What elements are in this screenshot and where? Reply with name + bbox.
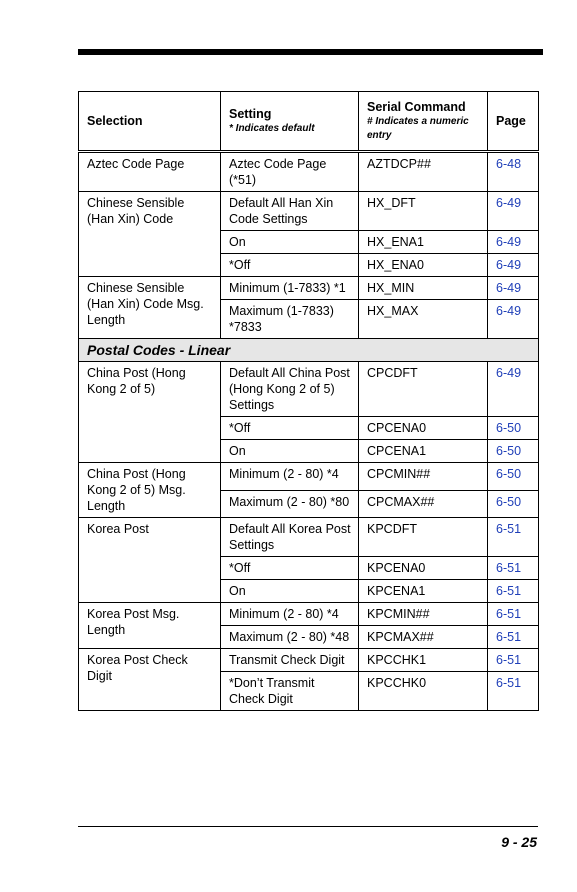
selection-cell: Chinese Sensible (Han Xin) Code: [79, 192, 221, 277]
setting-cell: Minimum (2 - 80) *4: [221, 463, 359, 491]
command-cell: KPCENA1: [359, 580, 488, 603]
command-cell: CPCENA1: [359, 440, 488, 463]
command-cell: HX_MAX: [359, 300, 488, 339]
command-cell: AZTDCP##: [359, 152, 488, 192]
section-row: [79, 339, 539, 362]
header-setting-note: * Indicates default: [229, 123, 315, 134]
page-cell: [488, 231, 539, 254]
page-link[interactable]: 6-50: [496, 421, 522, 435]
setting-cell: Minimum (2 - 80) *4: [221, 603, 359, 626]
header-serial-note: # Indicates a numeric entry: [367, 116, 469, 141]
command-cell: KPCDFT: [359, 518, 488, 557]
command-cell: CPCENA0: [359, 417, 488, 440]
command-cell: HX_ENA0: [359, 254, 488, 277]
selection-cell: Korea Post Msg. Length: [79, 603, 221, 649]
page-cell: [488, 490, 539, 518]
page-cell: [488, 362, 539, 417]
setting-cell: Maximum (2 - 80) *80: [221, 490, 359, 518]
table-header-row: [79, 92, 539, 152]
table-row: [79, 463, 539, 491]
command-cell: HX_ENA1: [359, 231, 488, 254]
setting-cell: Default All Korea Post Settings: [221, 518, 359, 557]
page-link[interactable]: 6-51: [496, 676, 522, 690]
table-row: [79, 152, 539, 192]
section-title: Postal Codes - Linear: [79, 339, 539, 362]
command-cell: KPCMIN##: [359, 603, 488, 626]
page-link[interactable]: 6-50: [496, 467, 522, 481]
page-cell: [488, 672, 539, 711]
setting-cell: Maximum (2 - 80) *48: [221, 626, 359, 649]
page-link[interactable]: 6-49: [496, 258, 522, 272]
header-page: Page: [488, 92, 539, 152]
page-cell: [488, 254, 539, 277]
page-number: 9 - 25: [501, 834, 537, 850]
page-link[interactable]: 6-51: [496, 607, 522, 621]
page-link[interactable]: 6-51: [496, 522, 522, 536]
command-cell: CPCMAX##: [359, 490, 488, 518]
command-cell: CPCMIN##: [359, 463, 488, 491]
header-setting: [221, 92, 359, 152]
command-cell: HX_MIN: [359, 277, 488, 300]
page-link[interactable]: 6-49: [496, 304, 522, 318]
page-cell: [488, 463, 539, 491]
page-cell: [488, 649, 539, 672]
page-cell: [488, 580, 539, 603]
command-cell: HX_DFT: [359, 192, 488, 231]
page-link[interactable]: 6-51: [496, 584, 522, 598]
selection-cell: Aztec Code Page: [79, 152, 221, 192]
page-link[interactable]: 6-50: [496, 444, 522, 458]
setting-cell: On: [221, 580, 359, 603]
setting-cell: *Off: [221, 254, 359, 277]
setting-cell: Transmit Check Digit: [221, 649, 359, 672]
header-serial: [359, 92, 488, 152]
command-cell: KPCCHK1: [359, 649, 488, 672]
table-row: [79, 277, 539, 300]
page-cell: [488, 300, 539, 339]
setting-cell: Aztec Code Page (*51): [221, 152, 359, 192]
table-row: [79, 518, 539, 557]
page-cell: [488, 440, 539, 463]
selection-cell: Korea Post: [79, 518, 221, 603]
table-row: [79, 603, 539, 626]
page-cell: [488, 626, 539, 649]
header-selection: Selection: [79, 92, 221, 152]
page-cell: [488, 557, 539, 580]
setting-cell: *Off: [221, 417, 359, 440]
page-link[interactable]: 6-49: [496, 235, 522, 249]
setting-cell: Minimum (1-7833) *1: [221, 277, 359, 300]
page-link[interactable]: 6-48: [496, 157, 522, 171]
setting-cell: *Don’t Transmit Check Digit: [221, 672, 359, 711]
setting-cell: Maximum (1-7833) *7833: [221, 300, 359, 339]
page-link[interactable]: 6-51: [496, 561, 522, 575]
table-row: [79, 192, 539, 231]
setting-cell: Default All China Post (Hong Kong 2 of 5) Settings: [221, 362, 359, 417]
page-cell: [488, 603, 539, 626]
page-cell: [488, 152, 539, 192]
selection-cell: China Post (Hong Kong 2 of 5) Msg. Length: [79, 463, 221, 518]
table-row: [79, 649, 539, 672]
page-cell: [488, 192, 539, 231]
table-row: [79, 362, 539, 417]
setting-cell: Default All Han Xin Code Settings: [221, 192, 359, 231]
command-cell: KPCMAX##: [359, 626, 488, 649]
page-link[interactable]: 6-50: [496, 494, 522, 509]
command-cell: KPCCHK0: [359, 672, 488, 711]
page-cell: [488, 518, 539, 557]
selection-cell: Chinese Sensible (Han Xin) Code Msg. Length: [79, 277, 221, 339]
command-cell: KPCENA0: [359, 557, 488, 580]
top-rule: [78, 49, 543, 55]
serial-command-table: [78, 91, 539, 711]
setting-cell: *Off: [221, 557, 359, 580]
page-link[interactable]: 6-49: [496, 196, 522, 210]
header-serial-label: Serial Command: [367, 100, 466, 114]
page-cell: [488, 277, 539, 300]
footer-rule: [78, 826, 538, 827]
setting-cell: On: [221, 440, 359, 463]
selection-cell: Korea Post Check Digit: [79, 649, 221, 711]
page-cell: [488, 417, 539, 440]
command-cell: CPCDFT: [359, 362, 488, 417]
selection-cell: China Post (Hong Kong 2 of 5): [79, 362, 221, 463]
page-link[interactable]: 6-49: [496, 281, 522, 295]
page-link[interactable]: 6-51: [496, 630, 522, 644]
header-setting-label: Setting: [229, 107, 272, 121]
page-link[interactable]: 6-51: [496, 653, 522, 667]
setting-cell: On: [221, 231, 359, 254]
page-link[interactable]: 6-49: [496, 366, 522, 380]
